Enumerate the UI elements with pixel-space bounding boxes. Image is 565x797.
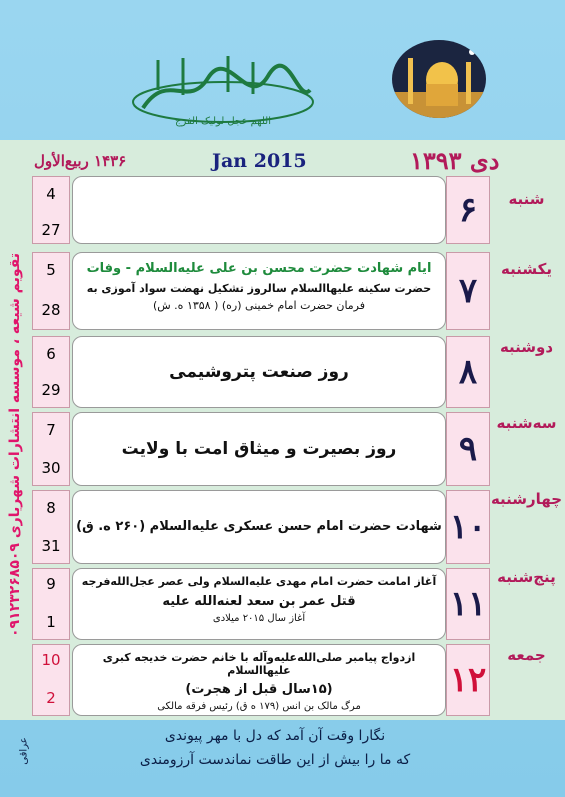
- date-box: [32, 568, 70, 640]
- calligraphy-logo: [128, 50, 318, 128]
- solar-month-year: دی ۱۳۹۳: [410, 146, 500, 175]
- lunar-day: 4: [46, 185, 56, 203]
- event-line: آغاز امامت حضرت امام مهدی علیه‌السلام ولی عصر عجل‌الله‌فرجه: [81, 575, 437, 588]
- event-line: شهادت حضرت امام حسن عسکری علیه‌السلام (۲۶۰ ه. ق): [76, 519, 442, 534]
- svg-text:اللهم عجل لولیک الفرج: اللهم عجل لولیک الفرج: [174, 116, 272, 127]
- event-line: قتل عمر بن سعد لعنه‌الله علیه: [162, 594, 356, 609]
- event-line: آغاز سال ۲۰۱۵ میلادی: [212, 613, 306, 624]
- event-line: فرمان حضرت امام خمینی (ره) ( ۱۳۵۸ ه. ش): [152, 299, 366, 312]
- date-box: [32, 490, 70, 564]
- weekday-wed: چهارشنبه: [490, 490, 563, 508]
- gregorian-day: 29: [41, 381, 61, 399]
- event-box: [72, 252, 446, 330]
- solar-day: ۱۰: [446, 490, 490, 564]
- weekday-mon: دوشنبه: [499, 338, 554, 356]
- shrine-image: [392, 40, 486, 118]
- lunar-day: 10: [41, 651, 61, 669]
- day-row: [32, 176, 490, 244]
- event-box: [72, 644, 446, 716]
- header-band: [0, 0, 565, 140]
- solar-day: ۸: [446, 336, 490, 408]
- solar-day: ۹: [446, 412, 490, 486]
- gregorian-day: 31: [41, 537, 61, 555]
- lunar-day: 7: [46, 421, 56, 439]
- lunar-day: 9: [46, 575, 56, 593]
- poem-author: عراقی: [18, 737, 30, 765]
- event-box: [72, 568, 446, 640]
- weekday-column: [488, 170, 565, 720]
- solar-day: ۷: [446, 252, 490, 330]
- lunar-day: 5: [46, 261, 56, 279]
- poem-author-wrap: [16, 736, 32, 766]
- lunar-month-year: ۱۴۳۶ ربیع‌الأول: [34, 152, 127, 170]
- day-row: [32, 568, 490, 640]
- event-line: حضرت سکینه علیهاالسلام سالروز تشکیل نهضت سواد آموزی به: [86, 282, 432, 295]
- event-line: ازدواج پیامبر صلی‌الله‌علیه‌وآله با خانم حضرت خدیجه کبری علیهاالسلام: [102, 651, 416, 677]
- gregorian-day: 30: [41, 459, 61, 477]
- weekday-sat: شنبه: [508, 190, 545, 208]
- event-line: (۱۵سال قبل از هجرت): [185, 682, 333, 697]
- gregorian-day: 27: [41, 221, 61, 239]
- event-line: روز بصیرت و میثاق امت با ولایت: [121, 439, 397, 459]
- gregorian-day: 28: [41, 301, 61, 319]
- event-box: [72, 176, 446, 244]
- event-box: [72, 336, 446, 408]
- day-row: [32, 644, 490, 716]
- gregorian-day: 2: [46, 689, 56, 707]
- event-box: [72, 412, 446, 486]
- lunar-day: 8: [46, 499, 56, 517]
- day-row: [32, 412, 490, 486]
- day-row: [32, 490, 490, 564]
- gregorian-month-year: Jan 2015: [212, 150, 307, 172]
- solar-day: ۱۱: [446, 568, 490, 640]
- event-box: [72, 490, 446, 564]
- weekday-tue: سه‌شنبه: [496, 414, 557, 432]
- date-box: [32, 644, 70, 716]
- day-row: [32, 336, 490, 408]
- poem-line-1: نگارا وقت آن آمد که دل با مهر پیوندی: [164, 728, 386, 744]
- date-box: [32, 252, 70, 330]
- date-box: [32, 336, 70, 408]
- event-line: ایام شهادت حضرت محسن بن علی علیه‌السلام - وفات: [86, 261, 432, 276]
- event-line: مرگ مالک بن انس (۱۷۹ ه ق) رئیس فرقه مالکی: [157, 701, 361, 712]
- publisher-side-text: [2, 240, 28, 650]
- lunar-day: 6: [46, 345, 56, 363]
- weekday-sun: یکشنبه: [501, 260, 552, 278]
- gregorian-day: 1: [46, 613, 56, 631]
- date-box: [32, 412, 70, 486]
- publisher-label: تقویم شیعه ، موسسه انتشارات شهریاری ۰۹۱۲۳۲۶۸۵۰۹: [7, 252, 23, 638]
- date-box: [32, 176, 70, 244]
- weekday-fri: جمعه: [507, 646, 546, 664]
- event-line: روز صنعت پتروشیمی: [169, 362, 349, 382]
- poem-line-2: که ما را بیش از این طاقت نماندست آرزومندی: [139, 752, 411, 768]
- solar-day: ۶: [446, 176, 490, 244]
- day-row: [32, 252, 490, 330]
- solar-day: ۱۲: [446, 644, 490, 716]
- weekday-thu: پنج‌شنبه: [497, 568, 556, 586]
